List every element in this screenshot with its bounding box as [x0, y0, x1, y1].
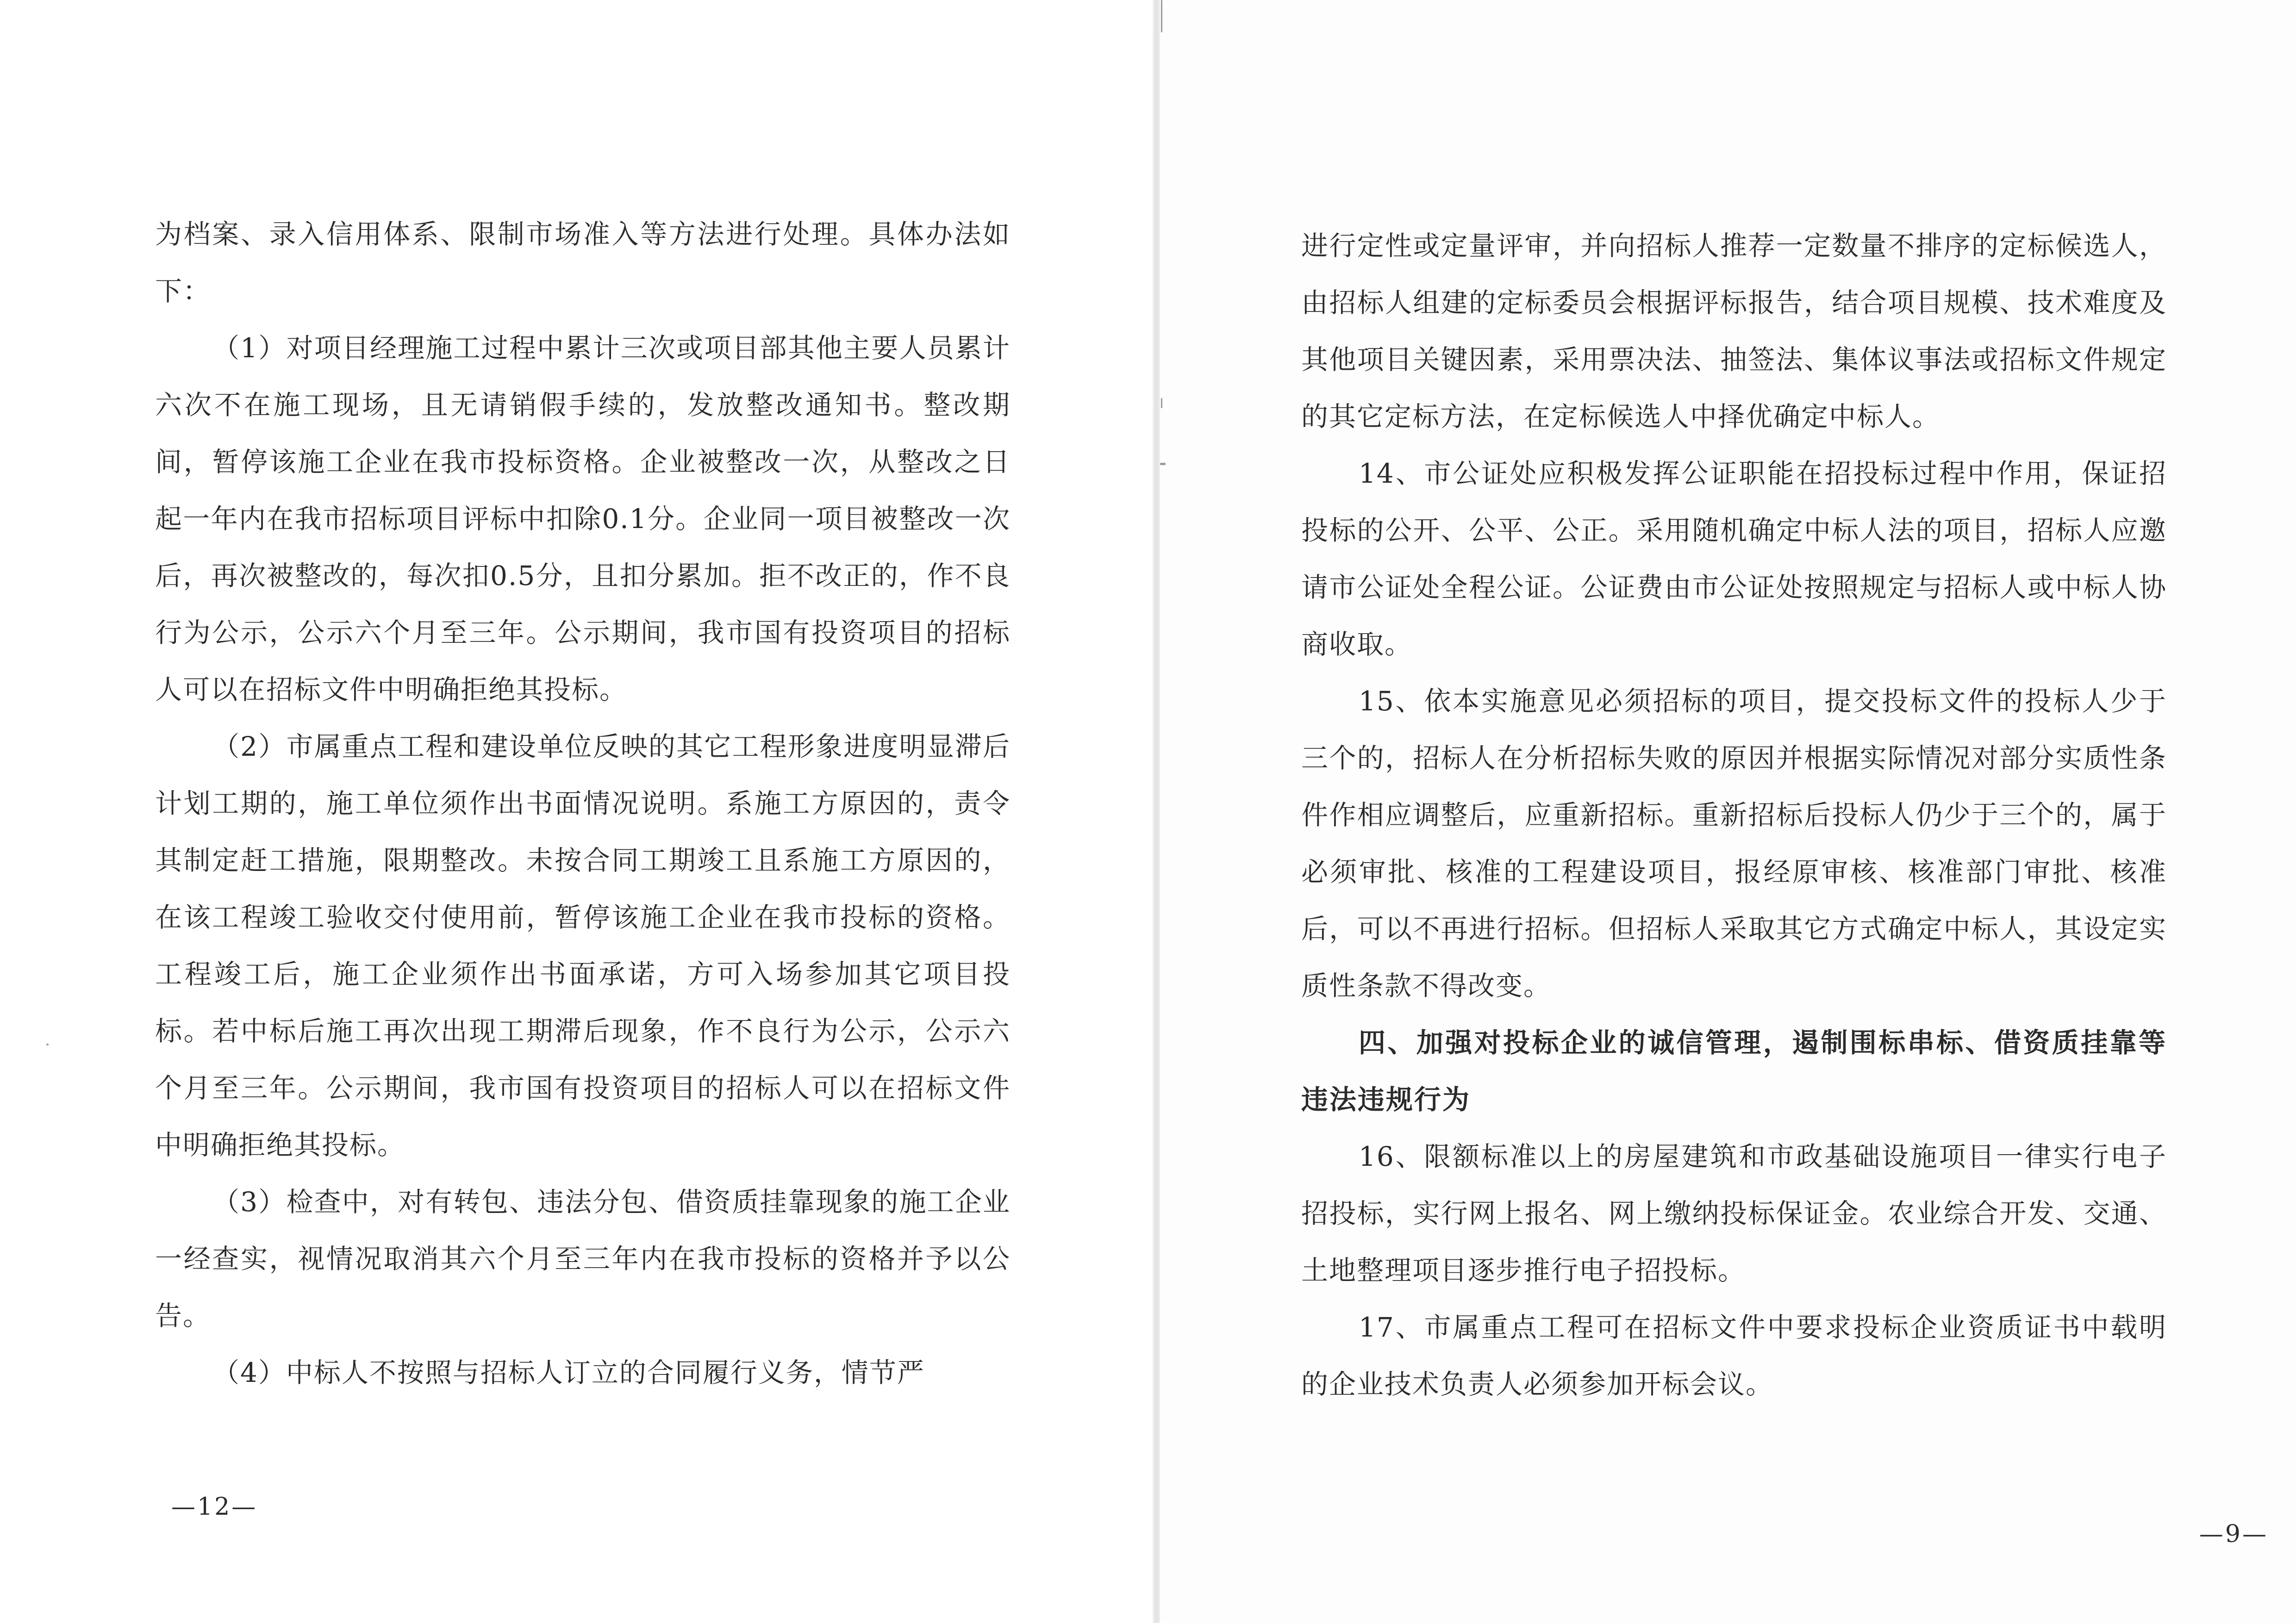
paragraph-continuation: 为档案、录入信用体系、限制市场准入等方法进行处理。具体办法如下： — [155, 218, 1011, 307]
paragraph-item-17: 17、市属重点工程可在招标文件中要求投标企业资质证书中载明的企业技术负责人必须参加开标会议。 — [1301, 1312, 2167, 1400]
paragraph-item-2: （2）市属重点工程和建设单位反映的其它工程形象进度明显滞后计划工期的，施工单位须作出书面情况说明。系施工方原因的，责令其制定赶工措施，限期整改。未按合同工期竣工且系施工方原因的，在该工程竣工验收交付使用前，暂停该施工企业在我市投标的资格。工程竣工后，施工企业须作出书面承诺，方可入场参加其它项目投标。若中标后施工再次出现工期滞后现象，作不良行为公示，公示六个月至三年。公示期间，我市国有投资项目的招标人可以在招标文件中明确拒绝其投标。 — [155, 731, 1011, 1161]
right-page-body — [1301, 218, 2167, 1413]
paragraph-continuation: 进行定性或定量评审，并向招标人推荐一定数量不排序的定标候选人，由招标人组建的定标委员会根据评标报告，结合项目规模、技术难度及其他项目关键因素，采用票决法、抽签法、集体议事法或招标文件规定的其它定标方法，在定标候选人中择优确定中标人。 — [1301, 230, 2167, 432]
section-heading: 四、加强对投标企业的诚信管理，遏制围标串标、借资质挂靠等违法违规行为 — [1301, 1027, 2167, 1115]
scan-speck — [1161, 398, 1162, 408]
right-page — [1160, 0, 2296, 1623]
paragraph-item-1: （1）对项目经理施工过程中累计三次或项目部其他主要人员累计六次不在施工现场，且无请销假手续的，发放整改通知书。整改期间，暂停该施工企业在我市投标资格。企业被整改一次，从整改之日起一年内在我市招标项目评标中扣除0.1分。企业同一项目被整改一次后，再次被整改的，每次扣0.5分，且扣分累加。拒不改正的，作不良行为公示，公示六个月至三年。公示期间，我市国有投资项目的招标人可以在招标文件中明确拒绝其投标。 — [155, 332, 1011, 705]
page-number-left: —12— — [171, 1493, 258, 1521]
paragraph-item-14: 14、市公证处应积极发挥公证职能在招投标过程中作用，保证招投标的公开、公平、公正。采用随机确定中标人法的项目，招标人应邀请市公证处全程公证。公证费由市公证处按照规定与招标人或中标人协商收取。 — [1301, 458, 2167, 660]
paragraph-item-4: （4）中标人不按照与招标人订立的合同履行义务，情节严 — [212, 1357, 925, 1388]
binding-gutter — [1153, 0, 1160, 1623]
left-page-body — [155, 206, 1011, 1401]
scan-speck — [1161, 0, 1162, 32]
scan-speck — [1160, 463, 1166, 465]
paragraph-item-15: 15、依本实施意见必须招标的项目，提交投标文件的投标人少于三个的，招标人在分析招标失败的原因并根据实际情况对部分实质性条件作相应调整后，应重新招标。重新招标后投标人仍少于三个的，属于必须审批、核准的工程建设项目，报经原审核、核准部门审批、核准后，可以不再进行招标。但招标人采取其它方式确定中标人，其设定实质性条款不得改变。 — [1301, 685, 2167, 1001]
paragraph-item-3: （3）检查中，对有转包、违法分包、借资质挂靠现象的施工企业一经查实，视情况取消其六个月至三年内在我市投标的资格并予以公告。 — [155, 1186, 1011, 1331]
scan-speck — [46, 1044, 49, 1045]
page-number-right: —9— — [2199, 1520, 2268, 1548]
paragraph-item-16: 16、限额标准以上的房屋建筑和市政基础设施项目一律实行电子招投标，实行网上报名、网上缴纳投标保证金。农业综合开发、交通、土地整理项目逐步推行电子招投标。 — [1301, 1141, 2167, 1286]
